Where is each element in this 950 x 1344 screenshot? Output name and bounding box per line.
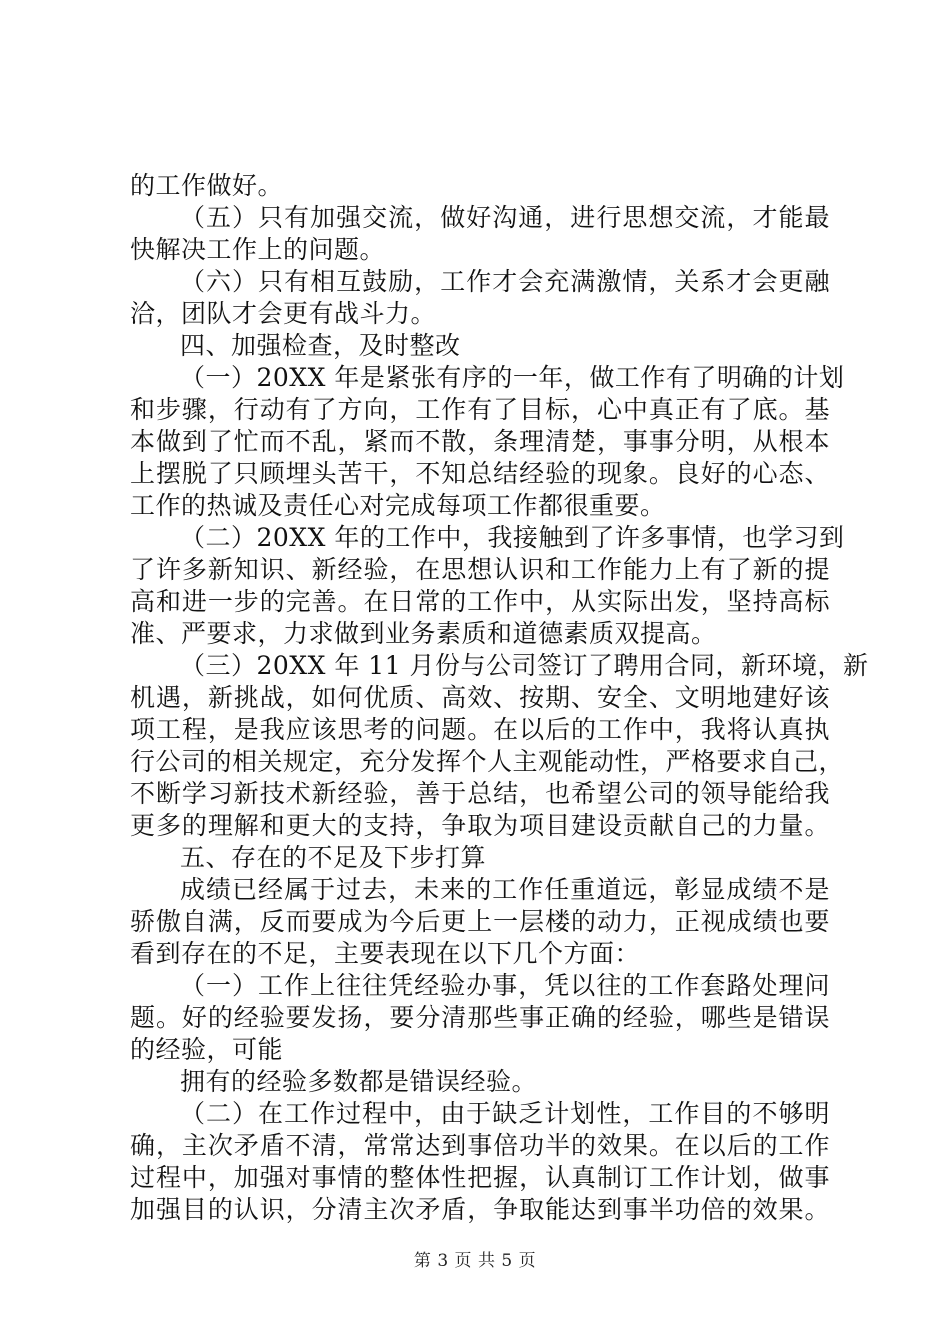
paragraph-line: （一）工作上往往凭经验办事，凭以往的工作套路处理问 <box>180 971 830 1000</box>
paragraph-line: 成绩已经属于过去，未来的工作任重道远，彰显成绩不是 <box>180 875 830 904</box>
paragraph-line: 的工作做好。 <box>130 171 284 200</box>
paragraph-line: 骄傲自满，反而要成为今后更上一层楼的动力，正视成绩也要 <box>130 907 830 936</box>
page-number: 第 3 页 共 5 页 <box>413 1251 537 1271</box>
paragraph-line: 上摆脱了只顾埋头苦干，不知总结经验的现象。良好的心态、 <box>130 459 830 488</box>
paragraph-line: 快解决工作上的问题。 <box>130 235 386 264</box>
paragraph-line: （六）只有相互鼓励，工作才会充满激情，关系才会更融 <box>180 267 830 296</box>
paragraph-line: 了许多新知识、新经验，在思想认识和工作能力上有了新的提 <box>130 555 830 584</box>
paragraph-line: 高和进一步的完善。在日常的工作中，从实际出发，坚持高标 <box>130 587 830 616</box>
paragraph-line: 拥有的经验多数都是错误经验。 <box>180 1067 538 1096</box>
paragraph-line: 加强目的认识，分清主次矛盾，争取能达到事半功倍的效果。 <box>130 1195 830 1224</box>
paragraph-line: （一）20XX 年是紧张有序的一年，做工作有了明确的计划 <box>180 363 845 392</box>
paragraph-line: （五）只有加强交流，做好沟通，进行思想交流，才能最 <box>180 203 830 232</box>
paragraph-line: 行公司的相关规定，充分发挥个人主观能动性，严格要求自己， <box>130 747 845 776</box>
paragraph-line: 项工程，是我应该思考的问题。在以后的工作中，我将认真执 <box>130 715 830 744</box>
paragraph-line: 过程中，加强对事情的整体性把握，认真制订工作计划，做事 <box>130 1163 830 1192</box>
page-footer <box>0 1246 950 1271</box>
paragraph-line: 确，主次矛盾不清，常常达到事倍功半的效果。在以后的工作 <box>130 1131 830 1160</box>
paragraph-line: 看到存在的不足，主要表现在以下几个方面： <box>130 939 641 968</box>
document-body <box>130 170 869 1226</box>
paragraph-line: 题。好的经验要发扬，要分清那些事正确的经验，哪些是错误 <box>130 1003 830 1032</box>
paragraph-line: 不断学习新技术新经验，善于总结，也希望公司的领导能给我 <box>130 779 830 808</box>
paragraph-line: 洽，团队才会更有战斗力。 <box>130 299 437 328</box>
paragraph-line: 工作的热诚及责任心对完成每项工作都很重要。 <box>130 491 666 520</box>
paragraph-line: （二）20XX 年的工作中，我接触到了许多事情，也学习到 <box>180 523 845 552</box>
paragraph-line: 和步骤，行动有了方向，工作有了目标，心中真正有了底。基 <box>130 395 830 424</box>
paragraph-line: （二）在工作过程中，由于缺乏计划性，工作目的不够明 <box>180 1099 830 1128</box>
paragraph-line: 准、严要求，力求做到业务素质和道德素质双提高。 <box>130 619 717 648</box>
paragraph-line: 机遇，新挑战，如何优质、高效、按期、安全、文明地建好该 <box>130 683 830 712</box>
section-heading: 四、加强检查，及时整改 <box>180 331 461 360</box>
paragraph-line: 本做到了忙而不乱，紧而不散，条理清楚，事事分明，从根本 <box>130 427 830 456</box>
section-heading: 五、存在的不足及下步打算 <box>180 843 487 872</box>
paragraph-line: 更多的理解和更大的支持，争取为项目建设贡献自己的力量。 <box>130 811 830 840</box>
paragraph-line: 的经验，可能 <box>130 1035 284 1064</box>
paragraph-line: （三）20XX 年 11 月份与公司签订了聘用合同，新环境，新 <box>180 651 869 680</box>
